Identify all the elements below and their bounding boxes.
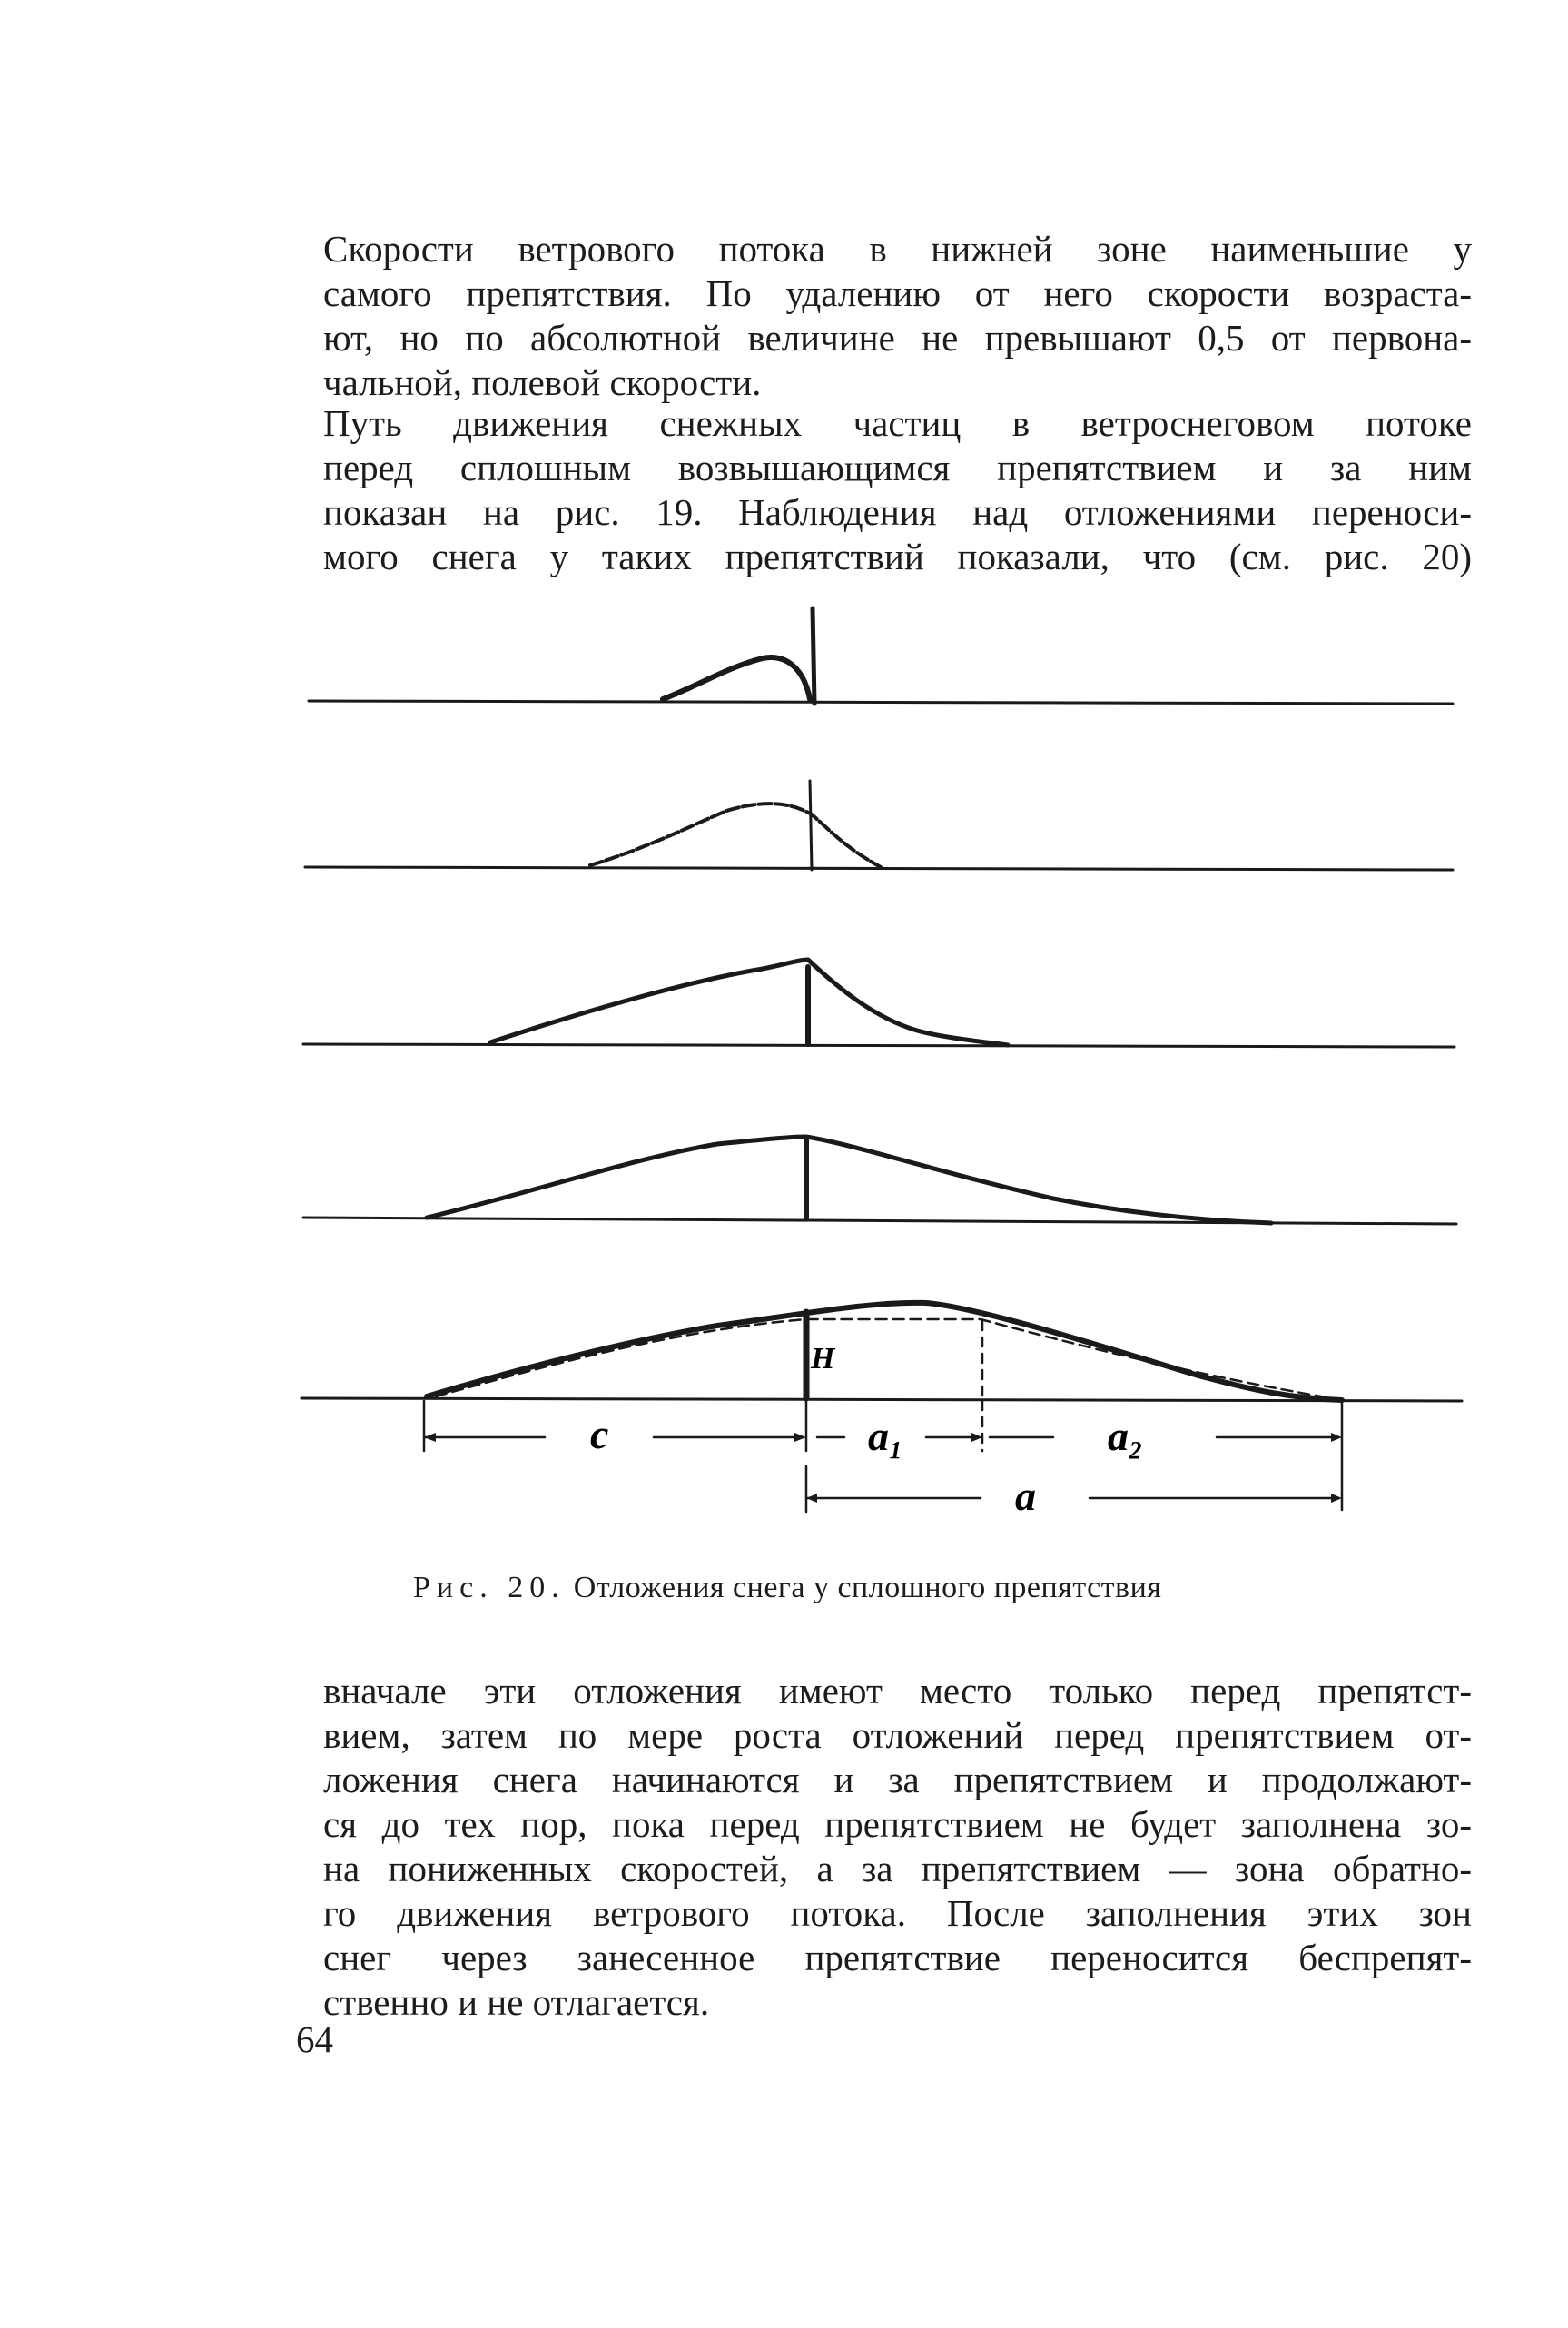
dimension-c	[424, 1401, 806, 1451]
figure-caption	[413, 1571, 1161, 1605]
page-number: 64	[296, 2018, 333, 2060]
text-line: Путь движения снежных частиц в ветроснеговом потоке	[323, 402, 1472, 444]
obstacle-stage-2	[810, 781, 812, 870]
text-line: самого препятствия. По удалению от него скорости возраста-	[323, 272, 1472, 314]
text-line: ют, но по абсолютной величине не превышают 0,5 от первона-	[323, 317, 1472, 359]
caption-prefix: Рис. 20.	[413, 1571, 566, 1604]
dimension-a	[806, 1466, 1335, 1512]
drift-dashed-profile	[436, 1319, 1342, 1400]
text-line: вначале эти отложения имеют место только перед препятст-	[323, 1670, 1472, 1711]
ground-line-stage-1	[309, 701, 1453, 704]
text-line: на пониженных скоростей, а за препятствием — зона обратно-	[323, 1848, 1472, 1889]
label-a2: a₂	[1108, 1413, 1144, 1459]
label-a1: a₁	[868, 1413, 904, 1459]
caption-text: Отложения снега у сплошного препятствия	[573, 1571, 1162, 1604]
drift-stage-3	[490, 960, 1008, 1045]
snow-deposit-diagram	[291, 604, 1471, 1539]
drift-stage-2	[590, 804, 881, 867]
text-line: перед сплошным возвышающимся препятствием и за ним	[323, 447, 1472, 488]
text-line: ложения снега начинаются и за препятствием и продолжают-	[323, 1759, 1472, 1800]
label-h: H	[811, 1342, 835, 1376]
snow-deposit-figure	[291, 604, 1471, 1539]
paragraph-deposit-process	[323, 1669, 1472, 2025]
ground-line-stage-5	[301, 1398, 1462, 1401]
text-line: ся до тех пор, пока перед препятствием не будет заполнена зо-	[323, 1803, 1472, 1845]
text-line: вием, затем по мере роста отложений перед препятствием от-	[323, 1714, 1472, 1756]
obstacle-stage-1	[813, 608, 814, 704]
label-c: c	[590, 1411, 609, 1457]
text-line: снег через занесенное препятствие переносится беспрепят-	[323, 1937, 1472, 1978]
paragraph-snow-path	[323, 401, 1472, 579]
text-line: Скорости ветрового потока в нижней зоне наименьшие у	[323, 228, 1472, 270]
text-line: чальной, полевой скорости.	[323, 361, 762, 403]
text-line: го движения ветрового потока. После заполнения этих зон	[323, 1892, 1472, 1934]
drift-stage-4	[427, 1137, 1271, 1223]
text-line: мого снега у таких препятствий показали, что (см. рис. 20)	[323, 536, 1472, 577]
text-line: показан на рис. 19. Наблюдения над отложениями переноси-	[323, 491, 1472, 533]
ground-line-stage-4	[303, 1218, 1456, 1224]
ground-line-stage-3	[303, 1044, 1455, 1047]
label-a: a	[1015, 1473, 1036, 1519]
paragraph-wind-speed	[323, 227, 1472, 405]
drift-stage-5	[427, 1303, 1342, 1400]
dimension-a2	[990, 1401, 1342, 1510]
drift-stage-1	[663, 657, 810, 699]
text-line: ственно и не отлагается.	[323, 1981, 710, 2023]
